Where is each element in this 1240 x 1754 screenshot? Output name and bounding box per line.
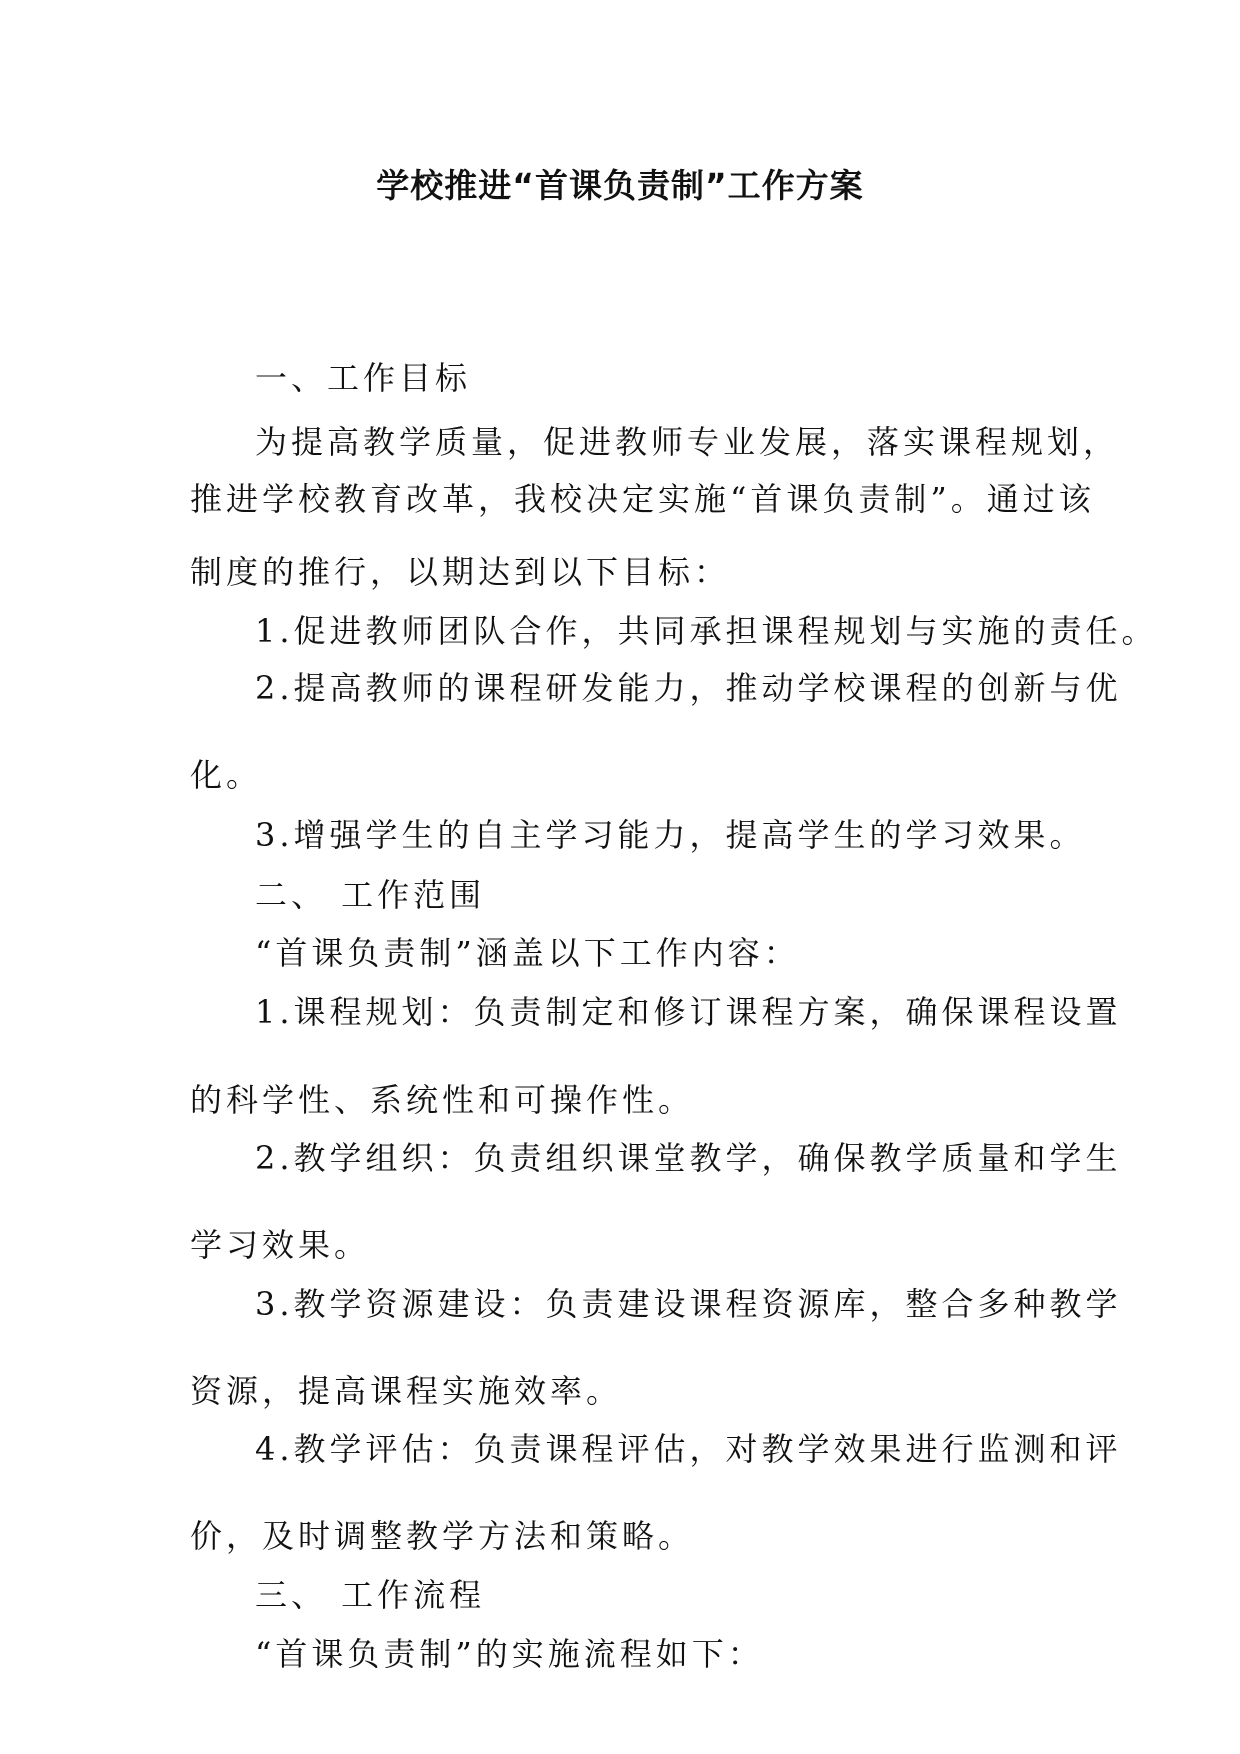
document-title: 学校推进“首课负责制”工作方案 <box>376 166 864 205</box>
list-item: 3.教学资源建设：负责建设课程资源库，整合多种教学 <box>255 1285 1122 1323</box>
list-item-continuation: 化。 <box>190 756 263 794</box>
section-heading-scope: 二、 工作范围 <box>255 876 486 914</box>
list-item-continuation: 的科学性、系统性和可操作性。 <box>190 1081 695 1119</box>
paragraph-line: 推进学校教育改革，我校决定实施“首课负责制”。通过该 <box>190 480 1095 518</box>
list-item: 2.教学组织：负责组织课堂教学，确保教学质量和学生 <box>255 1139 1122 1177</box>
list-item: 4.教学评估：负责课程评估，对教学效果进行监测和评 <box>255 1430 1122 1468</box>
paragraph-line: 为提高教学质量，促进教师专业发展，落实课程规划， <box>255 423 1120 461</box>
paragraph-line: 制度的推行，以期达到以下目标： <box>190 553 731 591</box>
list-item: 2.提高教师的课程研发能力，推动学校课程的创新与优 <box>255 669 1122 707</box>
list-item-continuation: 价，及时调整教学方法和策略。 <box>190 1517 695 1555</box>
paragraph-line: “首课负责制”涵盖以下工作内容： <box>255 934 800 972</box>
list-item-continuation: 学习效果。 <box>190 1226 371 1264</box>
list-item: 1.促进教师团队合作，共同承担课程规划与实施的责任。 <box>255 612 1158 650</box>
paragraph-line: “首课负责制”的实施流程如下： <box>255 1635 764 1673</box>
list-item: 3.增强学生的自主学习能力，提高学生的学习效果。 <box>255 816 1086 854</box>
list-item: 1.课程规划：负责制定和修订课程方案，确保课程设置 <box>255 993 1122 1031</box>
list-item-continuation: 资源，提高课程实施效率。 <box>190 1372 623 1410</box>
section-heading-process: 三、 工作流程 <box>255 1576 486 1614</box>
section-heading-goals: 一、工作目标 <box>255 359 472 397</box>
